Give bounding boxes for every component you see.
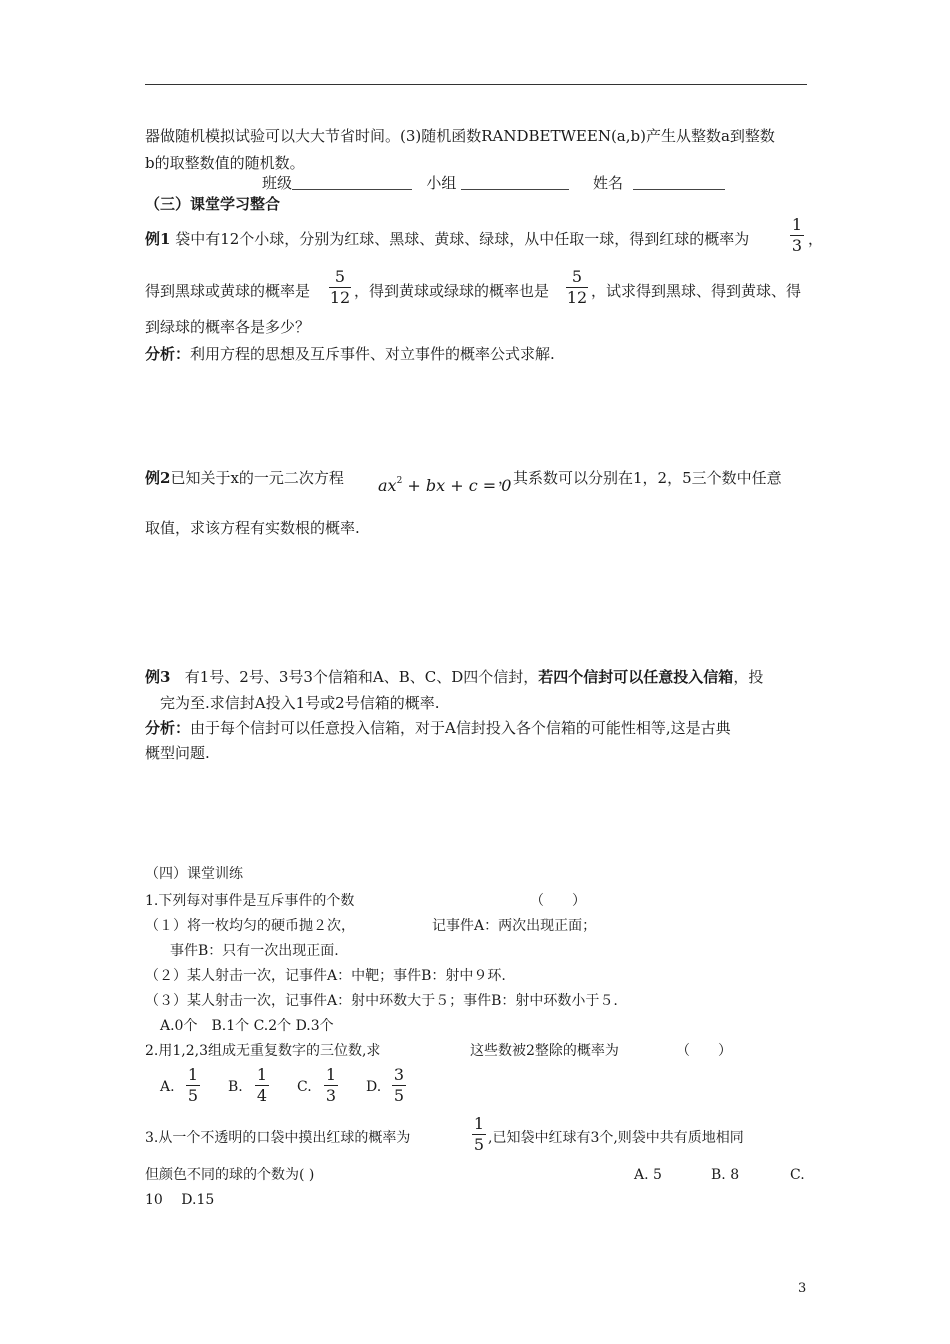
intro-line-1: 器做随机模拟试验可以大大节省时间。(3)随机函数RANDBETWEEN(a,b)产生从整数a到整数 xyxy=(145,127,775,145)
ex1-label: 例1 xyxy=(145,230,171,248)
ex2-equation: $ax^2$ + bx + c = 0 xyxy=(378,476,512,495)
q1-answer-paren: （ ） xyxy=(530,893,586,909)
name-label: 姓名 xyxy=(592,174,623,192)
ex1-line-2b: ，得到黄球或绿球的概率也是 xyxy=(354,282,550,300)
q2-answer-paren: （ ） xyxy=(676,1043,732,1059)
q2-option-c-label: C. xyxy=(297,1079,312,1095)
q2-option-d-fraction: 3 5 xyxy=(393,1065,405,1105)
q3-line-1b: ,已知袋中红球有3个,则袋中共有质地相同 xyxy=(488,1130,744,1146)
q3-option-b: B. 8 xyxy=(711,1167,740,1183)
ex1-analysis: 分析：利用方程的思想及互斥事件、对立事件的概率公式求解. xyxy=(145,345,555,363)
ex1-line-3: 到绿球的概率各是多少？ xyxy=(145,318,311,336)
group-blank[interactable] xyxy=(461,175,569,190)
ex3-line-1: 例3 有1号、2号、3号3个信箱和A、B、C、D四个信封，若四个信封可以任意投入信箱，投 xyxy=(145,668,764,686)
q1-stem: 1.下列每对事件是互斥事件的个数 xyxy=(145,893,355,909)
form-line xyxy=(262,173,725,193)
q3-line-3: 10 D.15 xyxy=(145,1192,215,1208)
q3-fraction: 1 5 xyxy=(473,1114,485,1154)
ex1-line-1: 例1 袋中有12个小球，分别为红球、黑球、黄球、绿球，从中任取一球，得到红球的概率为 xyxy=(145,230,750,248)
section-4-title: （四）课堂训练 xyxy=(145,866,243,882)
q2-stem-a: 2.用1,2,3组成无重复数字的三位数,求 xyxy=(145,1043,381,1059)
ex3-analysis-2: 概型问题. xyxy=(145,744,210,762)
class-label: 班级 xyxy=(262,174,293,192)
q1-case-1c: 事件B：只有一次出现正面. xyxy=(170,943,339,959)
ex3-analysis-1: 分析：由于每个信封可以任意投入信箱，对于A信封投入各个信箱的可能性相等,这是古典 xyxy=(145,719,731,737)
ex3-label: 例3 xyxy=(145,668,171,686)
section-3-title: （三）课堂学习整合 xyxy=(145,195,281,213)
page-number: 3 xyxy=(798,1281,807,1296)
ex2-line-1a: 例2已知关于x的一元二次方程 xyxy=(145,469,344,487)
ex2-line-2: 取值，求该方程有实数根的概率. xyxy=(145,519,360,537)
q1-case-2: （２）某人射击一次，记事件A：中靶；事件B：射中９环. xyxy=(145,968,506,984)
q1-case-1a: （１）将一枚均匀的硬币抛２次， xyxy=(145,918,355,934)
q2-option-b-label: B. xyxy=(228,1079,243,1095)
name-blank[interactable] xyxy=(633,175,725,190)
q2-option-a-fraction: 1 5 xyxy=(187,1065,199,1105)
q3-option-c: C. xyxy=(790,1167,805,1183)
class-blank[interactable] xyxy=(292,175,412,190)
q2-option-a-label: A. xyxy=(160,1079,175,1095)
q2-option-c-fraction: 1 3 xyxy=(325,1065,337,1105)
ex1-comma: ， xyxy=(808,230,824,248)
header-rule xyxy=(145,84,807,85)
ex2-label: 例2 xyxy=(145,469,171,487)
ex1-fraction-yellow-green: 5 12 xyxy=(566,267,588,307)
q2-option-d-label: D. xyxy=(366,1079,382,1095)
intro-line-2: b的取整数值的随机数。 xyxy=(145,154,305,172)
ex2-line-1b: ，其系数可以分别在1，2，5三个数中任意 xyxy=(498,469,782,487)
ex3-line-2: 完为至.求信封A投入1号或2号信箱的概率. xyxy=(160,694,440,712)
q1-options: A.0个 B.1个 C.2个 D.3个 xyxy=(160,1018,334,1034)
q1-case-3: （３）某人射击一次，记事件A：射中环数大于５；事件B：射中环数小于５. xyxy=(145,993,618,1009)
q1-case-1b: 记事件A：两次出现正面； xyxy=(432,918,597,934)
ex1-line-2a: 得到黑球或黄球的概率是 xyxy=(145,282,311,300)
ex1-line-2c: ，试求得到黑球、得到黄球、得 xyxy=(591,282,802,300)
q2-option-b-fraction: 1 4 xyxy=(256,1065,268,1105)
ex1-fraction-red: 1 3 xyxy=(791,215,803,255)
q3-option-a: A. 5 xyxy=(634,1167,662,1183)
q3-line-1a: 3.从一个不透明的口袋中摸出红球的概率为 xyxy=(145,1130,411,1146)
q2-stem-b: 这些数被2整除的概率为 xyxy=(470,1043,619,1059)
group-label: 小组 xyxy=(426,174,457,192)
q3-line-2: 但颜色不同的球的个数为( ) xyxy=(145,1167,315,1183)
ex1-fraction-black-yellow: 5 12 xyxy=(329,267,351,307)
